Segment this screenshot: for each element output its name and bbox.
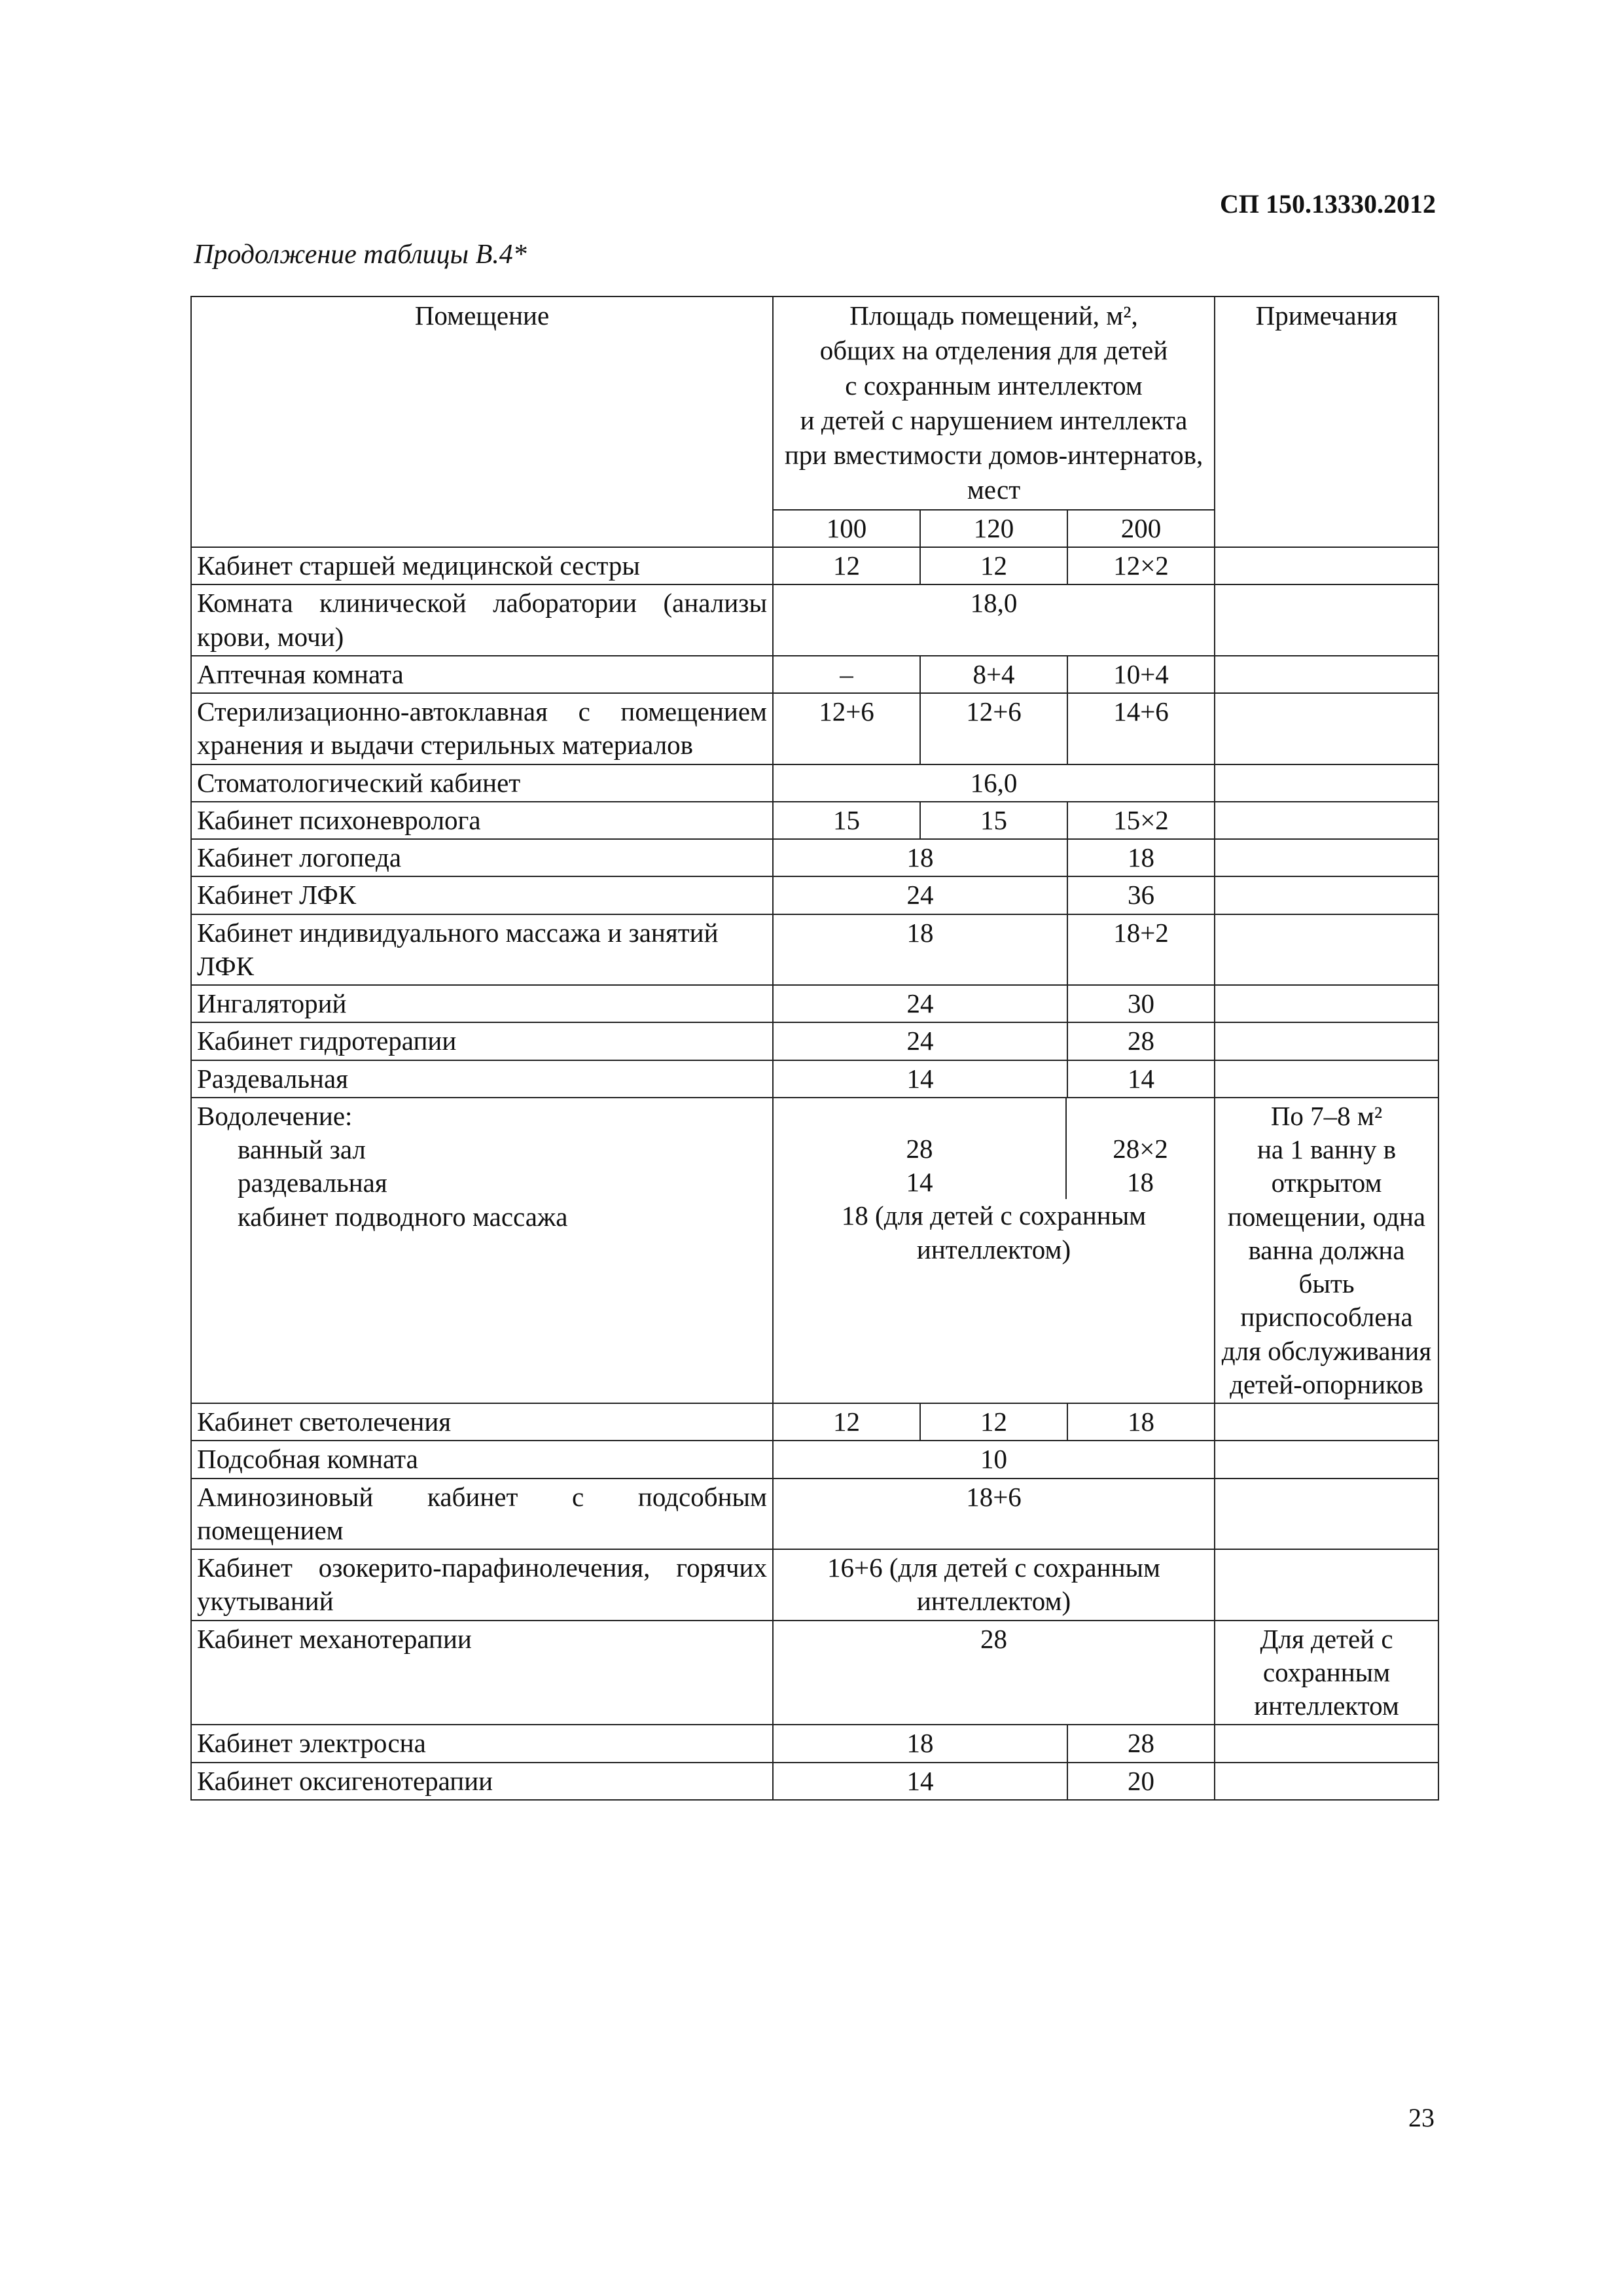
note-cell — [1215, 1060, 1438, 1098]
capacity-120: 120 — [920, 510, 1067, 547]
capacity-200: 200 — [1067, 510, 1215, 547]
table-row — [191, 1479, 1438, 1550]
room-cell: Ингаляторий — [191, 985, 773, 1022]
value-200: 10+4 — [1067, 656, 1215, 693]
table-row — [191, 547, 1438, 584]
table-row — [191, 1403, 1438, 1441]
table-caption: Продолжение таблицы В.4* — [194, 240, 527, 270]
value-120: 15 — [920, 802, 1067, 839]
room-cell — [191, 1098, 773, 1403]
note-cell — [1215, 839, 1438, 876]
table-row — [191, 1549, 1438, 1621]
value-all: 16,0 — [773, 764, 1215, 802]
table-row — [191, 656, 1438, 693]
note-cell — [1215, 1441, 1438, 1478]
note-cell — [1215, 764, 1438, 802]
value-200: 18 — [1067, 1403, 1215, 1441]
value-200: 14 — [1067, 1060, 1215, 1098]
header-area-line: общих на отделения для детей — [819, 335, 1168, 366]
table-row — [191, 584, 1438, 656]
room-cell: Кабинет индивидуального массажа и занятий ЛФК — [191, 914, 773, 986]
note-text: на 1 ванну в открытом помещении, одна ванна должна быть приспособлена для обслуживания детей-опорников — [1221, 1134, 1432, 1399]
table-row — [191, 1763, 1438, 1800]
note-cell — [1215, 985, 1438, 1022]
room-cell: Аптечная комната — [191, 656, 773, 693]
value-200: 12×2 — [1067, 547, 1215, 584]
room-cell: Кабинет озокерито-парафинолечения, горячих укутываний — [191, 1549, 773, 1621]
note-cell — [1215, 693, 1438, 764]
value-100: 12+6 — [773, 693, 920, 764]
header-area-line: Площадь помещений, м², — [849, 300, 1138, 331]
value-200: 36 — [1067, 876, 1215, 914]
note-cell — [1215, 1098, 1438, 1403]
room-subitem: раздевальная — [238, 1168, 387, 1198]
note-cell — [1215, 1549, 1438, 1621]
note-line: По 7–8 м² — [1270, 1100, 1383, 1131]
document-code: СП 150.13330.2012 — [1220, 189, 1436, 219]
value-100: 12 — [773, 1403, 920, 1441]
note-cell — [1215, 1763, 1438, 1800]
header-area — [773, 296, 1215, 510]
value-all: 18 (для детей с сохранным интеллектом) — [841, 1200, 1147, 1265]
note-cell — [1215, 1022, 1438, 1060]
value-200: 28 — [1067, 1022, 1215, 1060]
room-cell: Кабинет логопеда — [191, 839, 773, 876]
value-all: 18,0 — [773, 584, 1215, 656]
table-row — [191, 1060, 1438, 1098]
table-row — [191, 876, 1438, 914]
value-100: 12 — [773, 547, 920, 584]
note-cell — [1215, 1725, 1438, 1762]
room-subitem: кабинет подводного массажа — [238, 1201, 568, 1232]
capacity-100: 100 — [773, 510, 920, 547]
value-100-120: 18 — [773, 914, 1067, 986]
page-number: 23 — [1408, 2103, 1435, 2132]
room-cell: Кабинет оксигенотерапии — [191, 1763, 773, 1800]
header-area-line: и детей с нарушением интеллекта — [800, 404, 1188, 435]
table-row — [191, 839, 1438, 876]
value-all: 16+6 (для детей с сохранным интеллектом) — [773, 1549, 1215, 1621]
header-notes: Примечания — [1215, 296, 1438, 547]
value-200: 30 — [1067, 985, 1215, 1022]
header-area-line: при вместимости домов-интернатов, — [784, 440, 1204, 471]
value-100-120: 24 — [773, 1022, 1067, 1060]
value-100-120: 14 — [774, 1166, 1067, 1199]
header-area-line: мест — [967, 475, 1021, 505]
table-row — [191, 764, 1438, 802]
table-row — [191, 1441, 1438, 1478]
value-120: 8+4 — [920, 656, 1067, 693]
table-row — [191, 693, 1438, 764]
room-cell: Кабинет психоневролога — [191, 802, 773, 839]
room-cell: Кабинет электросна — [191, 1725, 773, 1762]
room-cell: Кабинет светолечения — [191, 1403, 773, 1441]
room-cell: Аминозиновый кабинет с подсобным помещением — [191, 1479, 773, 1550]
note-cell — [1215, 584, 1438, 656]
table-row — [191, 1725, 1438, 1762]
hydro-values — [773, 1098, 1215, 1403]
table-row — [191, 802, 1438, 839]
room-cell: Раздевальная — [191, 1060, 773, 1098]
table-row — [191, 1621, 1438, 1725]
note-cell — [1215, 876, 1438, 914]
room-cell: Кабинет гидротерапии — [191, 1022, 773, 1060]
value-100-120: 24 — [773, 876, 1067, 914]
value-100: 15 — [773, 802, 920, 839]
room-cell: Кабинет ЛФК — [191, 876, 773, 914]
room-group-title: Водолечение: — [197, 1100, 353, 1131]
table-row — [191, 914, 1438, 986]
note-cell — [1215, 656, 1438, 693]
value-200: 18 — [1067, 839, 1215, 876]
note-cell: Для детей с сохранным интеллектом — [1215, 1621, 1438, 1725]
table-row — [191, 1098, 1438, 1403]
value-200: 18 — [1127, 1167, 1154, 1198]
room-cell: Подсобная комната — [191, 1441, 773, 1478]
value-200: 18+2 — [1067, 914, 1215, 986]
note-cell — [1215, 1479, 1438, 1550]
note-cell — [1215, 547, 1438, 584]
value-100-120: 14 — [773, 1763, 1067, 1800]
room-cell: Комната клинической лаборатории (анализы крови, мочи) — [191, 584, 773, 656]
table-row — [191, 1022, 1438, 1060]
room-cell: Кабинет механотерапии — [191, 1621, 773, 1725]
room-cell: Кабинет старшей медицинской сестры — [191, 547, 773, 584]
value-120: 12 — [920, 547, 1067, 584]
value-100-120: 24 — [773, 985, 1067, 1022]
value-200: 28 — [1067, 1725, 1215, 1762]
value-200: 20 — [1067, 1763, 1215, 1800]
table-row — [191, 985, 1438, 1022]
value-120: 12 — [920, 1403, 1067, 1441]
note-cell — [1215, 802, 1438, 839]
header-area-line: с сохранным интеллектом — [845, 370, 1143, 401]
value-100-120: 18 — [773, 839, 1067, 876]
table-header-row — [191, 296, 1438, 510]
value-100-120: 14 — [773, 1060, 1067, 1098]
note-cell — [1215, 914, 1438, 986]
value-120: 12+6 — [920, 693, 1067, 764]
value-200: 15×2 — [1067, 802, 1215, 839]
note-cell — [1215, 1403, 1438, 1441]
value-100: – — [773, 656, 920, 693]
value-100-120: 28 — [774, 1132, 1067, 1166]
room-cell: Стоматологический кабинет — [191, 764, 773, 802]
room-cell: Стерилизационно-автоклавная с помещением хранения и выдачи стерильных материалов — [191, 693, 773, 764]
value-all: 10 — [773, 1441, 1215, 1478]
value-all: 18+6 — [773, 1479, 1215, 1550]
value-all: 28 — [773, 1621, 1215, 1725]
value-100-120: 18 — [773, 1725, 1067, 1762]
value-200: 28×2 — [1113, 1133, 1168, 1164]
value-200: 14+6 — [1067, 693, 1215, 764]
room-subitem: ванный зал — [238, 1134, 366, 1165]
rooms-area-table — [190, 296, 1439, 1801]
header-room: Помещение — [191, 296, 773, 547]
